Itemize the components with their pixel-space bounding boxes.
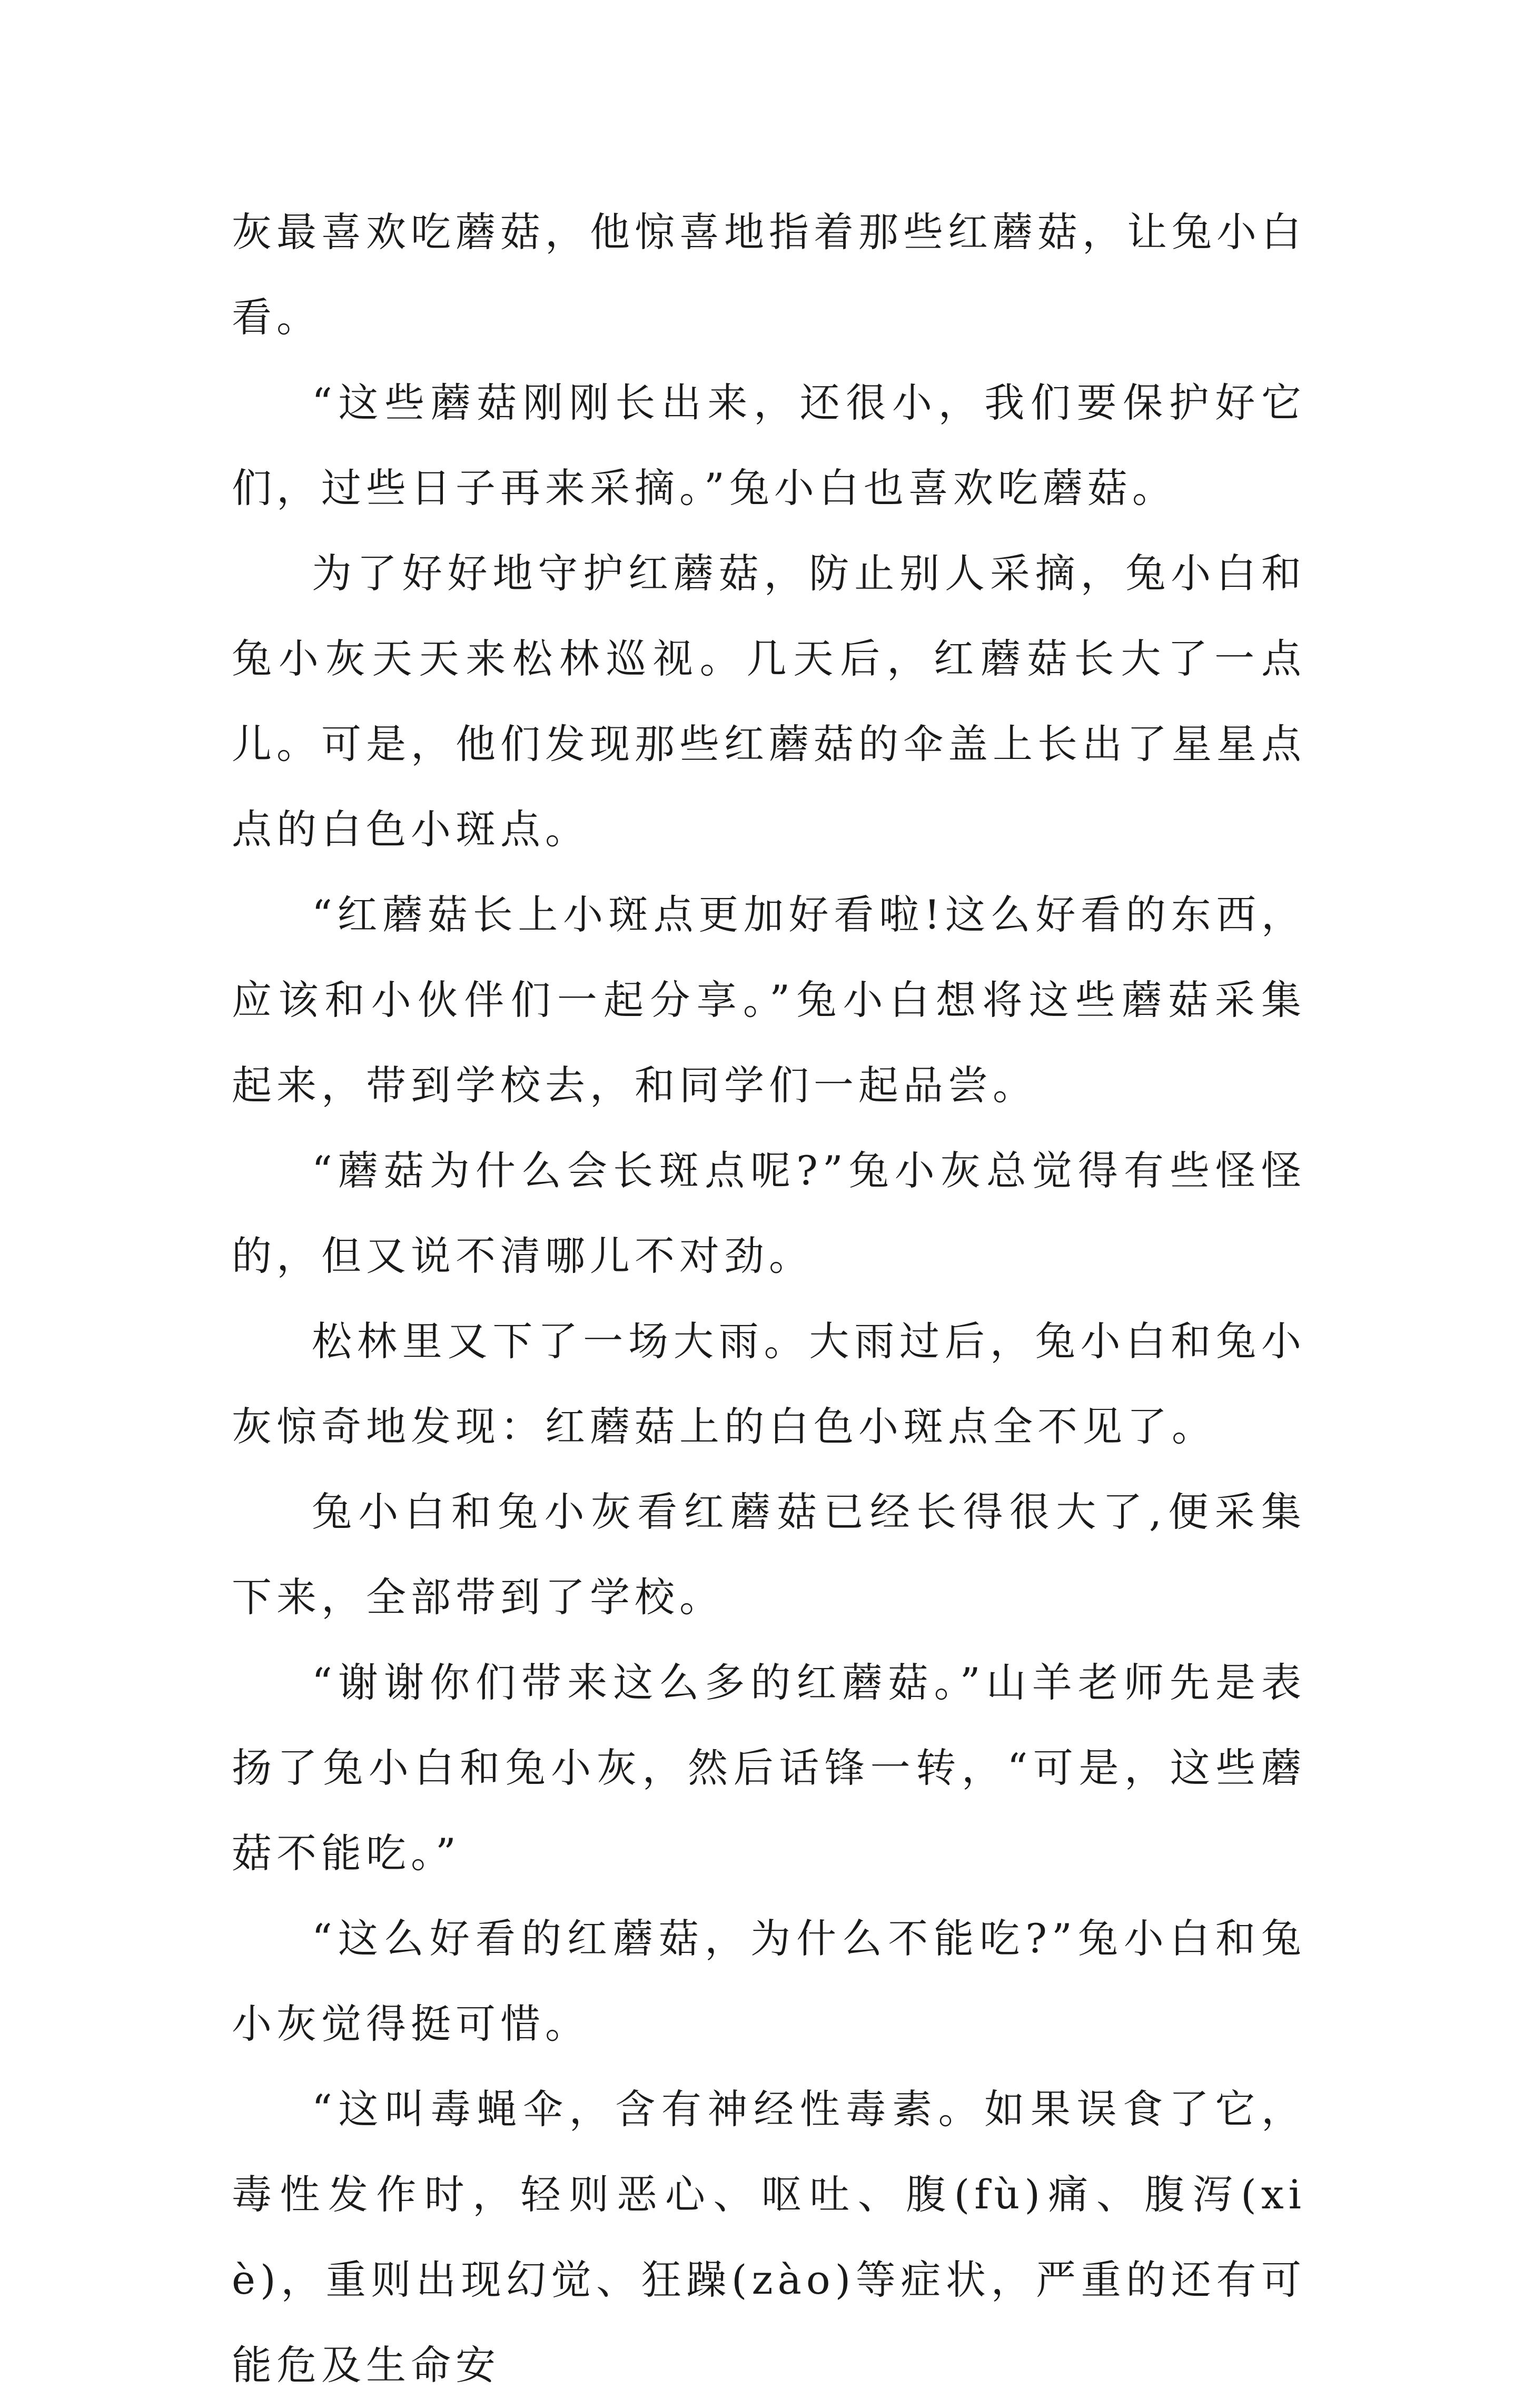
- body-text: [232, 190, 1306, 2408]
- paragraph-9: “这么好看的红蘑菇，为什么不能吃?”兔小白和兔小灰觉得挺可惜。: [232, 1915, 1306, 2047]
- paragraph-10: “这叫毒蝇伞，含有神经性毒素。如果误食了它，毒性发作时，轻则恶心、呕吐、腹(fù)痛、腹泻(xiè)，重则出现幻觉、狂躁(zào)等症状，严重的还有可能危及生命安: [232, 2086, 1306, 2389]
- paragraph-4: “红蘑菇长上小斑点更加好看啦!这么好看的东西，应该和小伙伴们一起分享。”兔小白想将这些蘑菇采集起来，带到学校去，和同学们一起品尝。: [232, 891, 1306, 1109]
- paragraph-6: 松林里又下了一场大雨。大雨过后，兔小白和兔小灰惊奇地发现：红蘑菇上的白色小斑点全不见了。: [232, 1318, 1306, 1450]
- paragraph-5: “蘑菇为什么会长斑点呢?”兔小灰总觉得有些怪怪的，但又说不清哪儿不对劲。: [232, 1147, 1306, 1279]
- paragraph-3: 为了好好地守护红蘑菇，防止别人采摘，兔小白和兔小灰天天来松林巡视。几天后，红蘑菇长大了一点儿。可是，他们发现那些红蘑菇的伞盖上长出了星星点点的白色小斑点。: [232, 550, 1306, 853]
- paragraph-1: 灰最喜欢吃蘑菇，他惊喜地指着那些红蘑菇，让兔小白看。: [232, 209, 1306, 341]
- paragraph-8: “谢谢你们带来这么多的红蘑菇。”山羊老师先是表扬了兔小白和兔小灰，然后话锋一转，“可是，这些蘑菇不能吃。”: [232, 1659, 1306, 1877]
- paragraph-7: 兔小白和兔小灰看红蘑菇已经长得很大了,便采集下来，全部带到了学校。: [232, 1488, 1306, 1621]
- paragraph-2: “这些蘑菇刚刚长出来，还很小，我们要保护好它们，过些日子再来采摘。”兔小白也喜欢吃蘑菇。: [232, 379, 1306, 511]
